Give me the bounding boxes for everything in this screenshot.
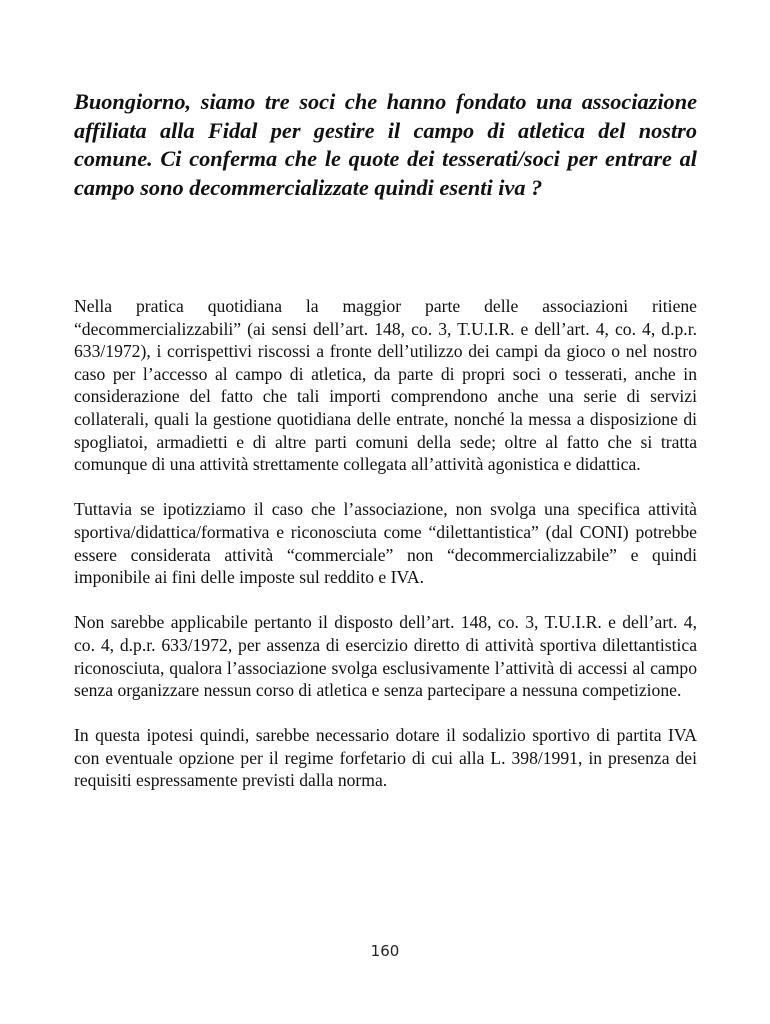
answer-paragraph-4: In questa ipotesi quindi, sarebbe necessario dotare il sodalizio sportivo di partita IVA con eventuale opzione per il regime forfetario di cui alla L. 398/1991, in presenza dei requisiti espressamente previsti dalla norma. [74, 725, 697, 791]
answer-paragraph-2: Tuttavia se ipotizziamo il caso che l’associazione, non svolga una specifica attività sportiva/didattica/formativa e riconosciuta come “dilettantistica” (dal CONI) potrebbe essere considerata attività “commerciale” non “decommercializzabile” e quindi imponibile ai fini delle imposte sul reddito e IVA. [74, 499, 697, 588]
answer-paragraph-3: Non sarebbe applicabile pertanto il disposto dell’art. 148, co. 3, T.U.I.R. e dell’art. 4, co. 4, d.p.r. 633/1972, per assenza di esercizio diretto di attività sportiva dilettantistica riconosciuta, qualora l’associazione svolga esclusivamente l’attività di accessi al campo senza organizzare nessun corso di atletica e senza partecipare a nessuna competizione. [74, 612, 697, 701]
answer-body [74, 295, 697, 815]
page-number: 160 [370, 942, 400, 960]
answer-paragraph-1: Nella pratica quotidiana la maggior parte delle associazioni ritiene “decommercializzabili” (ai sensi dell’art. 148, co. 3, T.U.I.R. e dell’art. 4, co. 4, d.p.r. 633/1972), i corrispettivi riscossi a fronte dell’utilizzo dei campi da gioco o nel nostro caso per l’accesso al campo di atletica, da parte di propri soci o tesserati, anche in considerazione del fatto che tali importi comprendono anche una serie di servizi collaterali, quali la gestione quotidiana delle entrate, nonché la messa a disposizione di spogliatoi, armadietti e di altre parti comuni della sede; oltre al fatto che si tratta comunque di una attività strettamente collegata all’attività agonistica e didattica. [74, 296, 697, 475]
question-heading: Buongiorno, siamo tre soci che hanno fondato una associazione affiliata alla Fidal per gestire il campo di atletica del nostro comune. Ci conferma che le quote dei tesserati/soci per entrare al campo sono decommercializzate quindi esenti iva ? [74, 89, 697, 200]
